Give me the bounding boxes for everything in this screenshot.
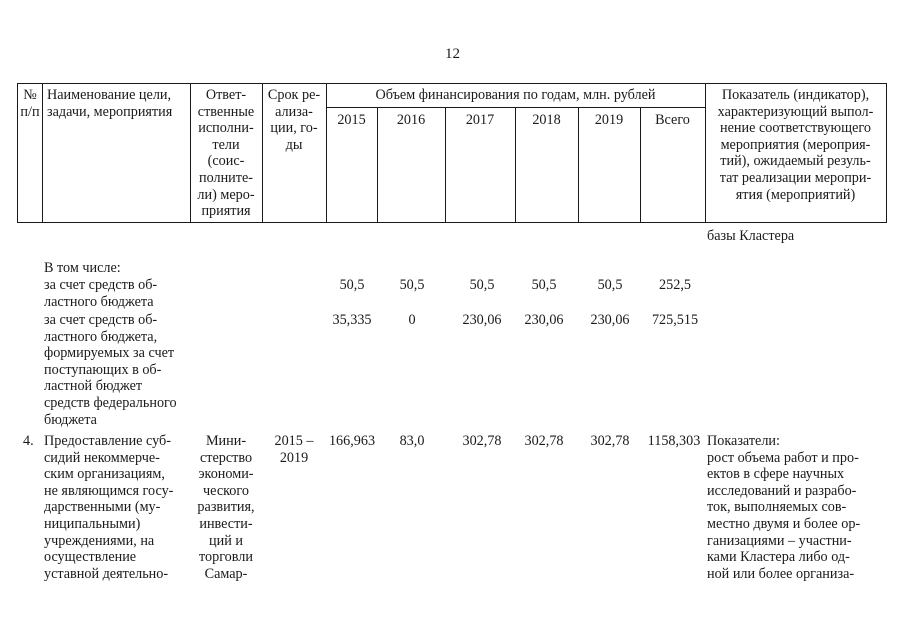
col-border-4	[326, 83, 327, 223]
item-4-2015: 166,963	[328, 433, 376, 449]
item-4-responsible: Мини- стерство экономи- ческого развития, инвести- ций и торговли Самар-	[197, 433, 255, 582]
item-4-indicator: Показатели: рост объема работ и про- ектов в сфере научных исследований и разрабо- ток, выполняемых сов- местно двумя и более ор- ганизациями – участни- ками Кластера либо од- ной или более организа-	[707, 433, 861, 582]
continuation-text: базы Кластера	[707, 228, 795, 244]
table-header-bottom-border	[17, 222, 887, 223]
header-num-col: № п/п	[20, 87, 40, 120]
header-responsible-col: Ответ- ственные исполни- тели (соис- полните- ли) меро- приятия	[197, 87, 255, 220]
header-name-col: Наименование цели, задачи, мероприятия	[47, 87, 173, 120]
item-4-number: 4.	[23, 433, 34, 449]
including-title: В том числе:	[44, 260, 121, 276]
header-indicator-col: Показатель (индикатор), характеризующий выпол- нение соответствующего мероприятия (мероприя- тий), ожидаемый резуль- тат реализации меропри- ятия (мероприятий)	[717, 87, 874, 203]
item-4-term: 2015 – 2019	[274, 433, 314, 466]
item-4-name: Предоставление суб- сидий некоммерче- ским организациям, не являющимся госу- дарственными (му- ниципальными) учреждениями, на осуществление уставной деятельно-	[44, 433, 174, 582]
header-finance-group: Объем финансирования по годам, млн. рублей	[375, 87, 656, 103]
item-4-2019: 302,78	[590, 433, 630, 449]
page-number: 12	[445, 46, 460, 62]
header-year-2015: 2015	[337, 112, 366, 128]
including-row-2-2015: 35,335	[332, 312, 372, 328]
header-term-col: Срок ре- ализа- ции, го- ды	[267, 87, 321, 153]
col-border-11	[886, 83, 887, 223]
including-row-1-label: за счет средств об- ластного бюджета	[44, 277, 158, 310]
including-row-1-2016: 50,5	[399, 277, 425, 293]
including-row-2-2017: 230,06	[462, 312, 502, 328]
including-row-1-2015: 50,5	[339, 277, 365, 293]
header-year-2016: 2016	[396, 112, 426, 128]
item-4-2017: 302,78	[462, 433, 502, 449]
including-row-1-2019: 50,5	[597, 277, 623, 293]
including-row-1-2018: 50,5	[531, 277, 557, 293]
item-4-2016: 83,0	[399, 433, 425, 449]
including-row-2-2018: 230,06	[524, 312, 564, 328]
including-row-2-2016: 0	[408, 312, 416, 328]
header-total: Всего	[655, 112, 690, 128]
including-row-1-total: 252,5	[659, 277, 691, 293]
item-4-2018: 302,78	[524, 433, 564, 449]
including-row-2-total: 725,515	[651, 312, 699, 328]
table-top-border	[17, 83, 887, 84]
including-row-2-label: за счет средств об- ластного бюджета, формируемых за счет поступающих в об- ластной бюджет средств федерального бюджета	[44, 312, 177, 428]
header-year-2018: 2018	[532, 112, 561, 128]
header-year-2019: 2019	[594, 112, 624, 128]
including-row-2-2019: 230,06	[590, 312, 630, 328]
header-year-2017: 2017	[465, 112, 495, 128]
including-row-1-2017: 50,5	[469, 277, 495, 293]
item-4-total: 1158,303	[647, 433, 701, 449]
